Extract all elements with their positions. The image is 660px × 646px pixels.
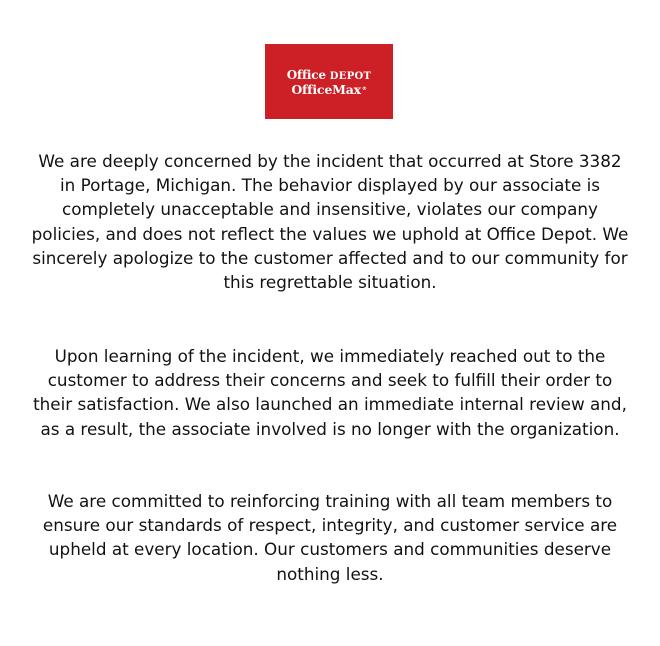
logo-depot-text: DEPOT: [329, 71, 372, 82]
office-depot-officemax-logo: [265, 44, 393, 119]
logo-line-officemax: [291, 83, 366, 96]
logo-office-text: Office: [286, 68, 330, 82]
statement-paragraph-1: We are deeply concerned by the incident that occurred at Store 3382 in Portage, Michigan. The behavior displayed by our associate is completely unacceptable and insensitive, violates our company policies, and does not reflect the values we uphold at Office Depot. We sincerely apologize to the customer affected and to our community for this regrettable situation.: [31, 151, 629, 293]
logo-trademark: ®: [361, 86, 367, 92]
statement-paragraph-3: We are committed to reinforcing training with all team members to ensure our standards of respect, integrity, and customer service are upheld at every location. Our customers and communities deserve nothing less.: [42, 491, 618, 584]
logo-officemax-text: OfficeMax: [291, 82, 361, 97]
logo-line-office-depot: [287, 69, 372, 83]
statement-paragraph-2: Upon learning of the incident, we immediately reached out to the customer to address their concerns and seek to fulfill their order to their satisfaction. We also launched an immediate internal review and, as a result, the associate involved is no longer with the organization.: [33, 346, 627, 439]
